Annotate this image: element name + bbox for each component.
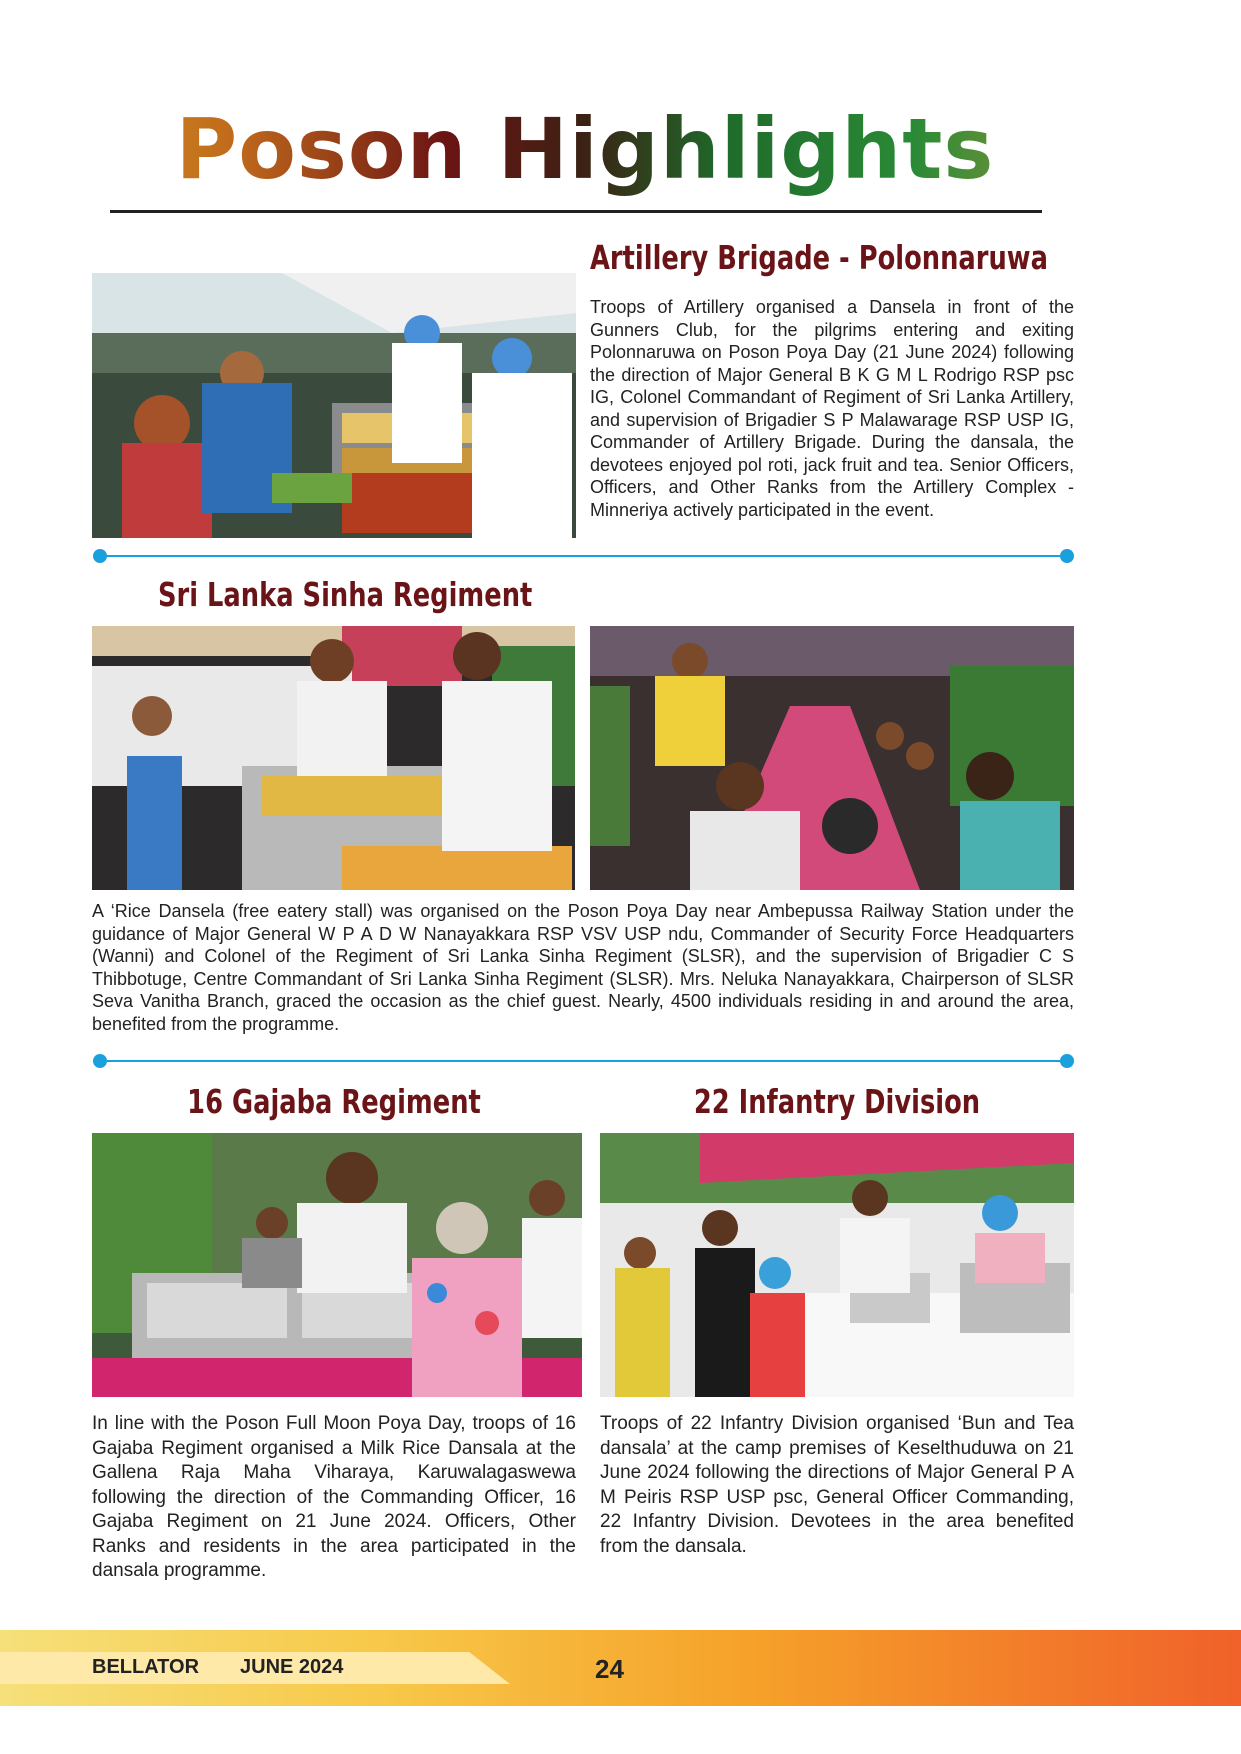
divider-dot [93, 549, 107, 563]
infantry-body: Troops of 22 Infantry Division organised ‘Bun and Tea dansala’ at the camp premises of Keselthuduwa on 21 June 2024 following the directions of Major General P A M Peiris RSP USP psc, General Officer Commanding, 22 Infantry Division. Devotees in the area benefited from the dansala. [600, 1413, 1074, 1557]
divider-dot [1060, 1054, 1074, 1068]
divider-dot [93, 1054, 107, 1068]
title-rule [110, 210, 1042, 213]
footer-publication: BELLATOR [92, 1656, 200, 1678]
artillery-photo [92, 273, 576, 538]
gajaba-body: In line with the Poson Full Moon Poya Day, troops of 16 Gajaba Regiment organised a Milk Rice Dansala at the Gallena Raja Maha Viharaya, Karuwalagaswewa following the direction of the Commanding Officer, 16 Gajaba Regiment on 21 June 2024. Officers, Other Ranks and residents in the area participated in the dansala programme. [92, 1413, 576, 1581]
sinha-body: A ‘Rice Dansela (free eatery stall) was organised on the Poson Poya Day near Ambepussa Railway Station under the guidance of Major General W P A D W Nanayakkara RSP VSV USP ndu, Commander of Security Force Headquarters (Wanni) and Colonel of the Regiment of Sri Lanka Sinha Regiment (SLSR), and the supervision of Brigadier C S Thibbotuge, Centre Commandant of Sri Lanka Sinha Regiment (SLSR). Mrs. Neluka Nanayakkara, Chairperson of SLSR Seva Vanitha Branch, graced the occasion as the chief guest. Nearly, 4500 individuals residing in and around the area, benefited from the programme. [92, 901, 1074, 1034]
footer-issue: JUNE 2024 [240, 1656, 344, 1678]
gajaba-photo [92, 1133, 582, 1397]
infantry-photo [600, 1133, 1074, 1397]
infantry-heading: 22 Infantry Division [693, 1082, 981, 1121]
artillery-heading: Artillery Brigade - Polonnaruwa [590, 238, 1048, 277]
page-number: 24 [595, 1654, 624, 1684]
divider-dot [1060, 549, 1074, 563]
gajaba-heading: 16 Gajaba Regiment [187, 1082, 481, 1121]
sinha-photo-left [92, 626, 575, 890]
page-title: Poson Highlights [0, 100, 1170, 198]
sinha-photo-right [590, 626, 1074, 890]
artillery-body: Troops of Artillery organised a Dansela in front of the Gunners Club, for the pilgrims entering and exiting Polonnaruwa on Poson Poya Day (21 June 2024) following the direction of Major General B K G M L Rodrigo RSP psc IG, Colonel Commandant of Regiment of Sri Lanka Artillery, and supervision of Brigadier S P Malawarage RSP USP IG, Commander of Artillery Brigade. During the dansala, the devotees enjoyed pol roti, jack fruit and tea. Senior Officers, Officers, and Other Ranks from the Artillery Complex - Minneriya actively participated in the event. [590, 297, 1074, 520]
section-divider [100, 555, 1066, 557]
section-divider [100, 1060, 1066, 1062]
sinha-heading: Sri Lanka Sinha Regiment [158, 575, 533, 614]
